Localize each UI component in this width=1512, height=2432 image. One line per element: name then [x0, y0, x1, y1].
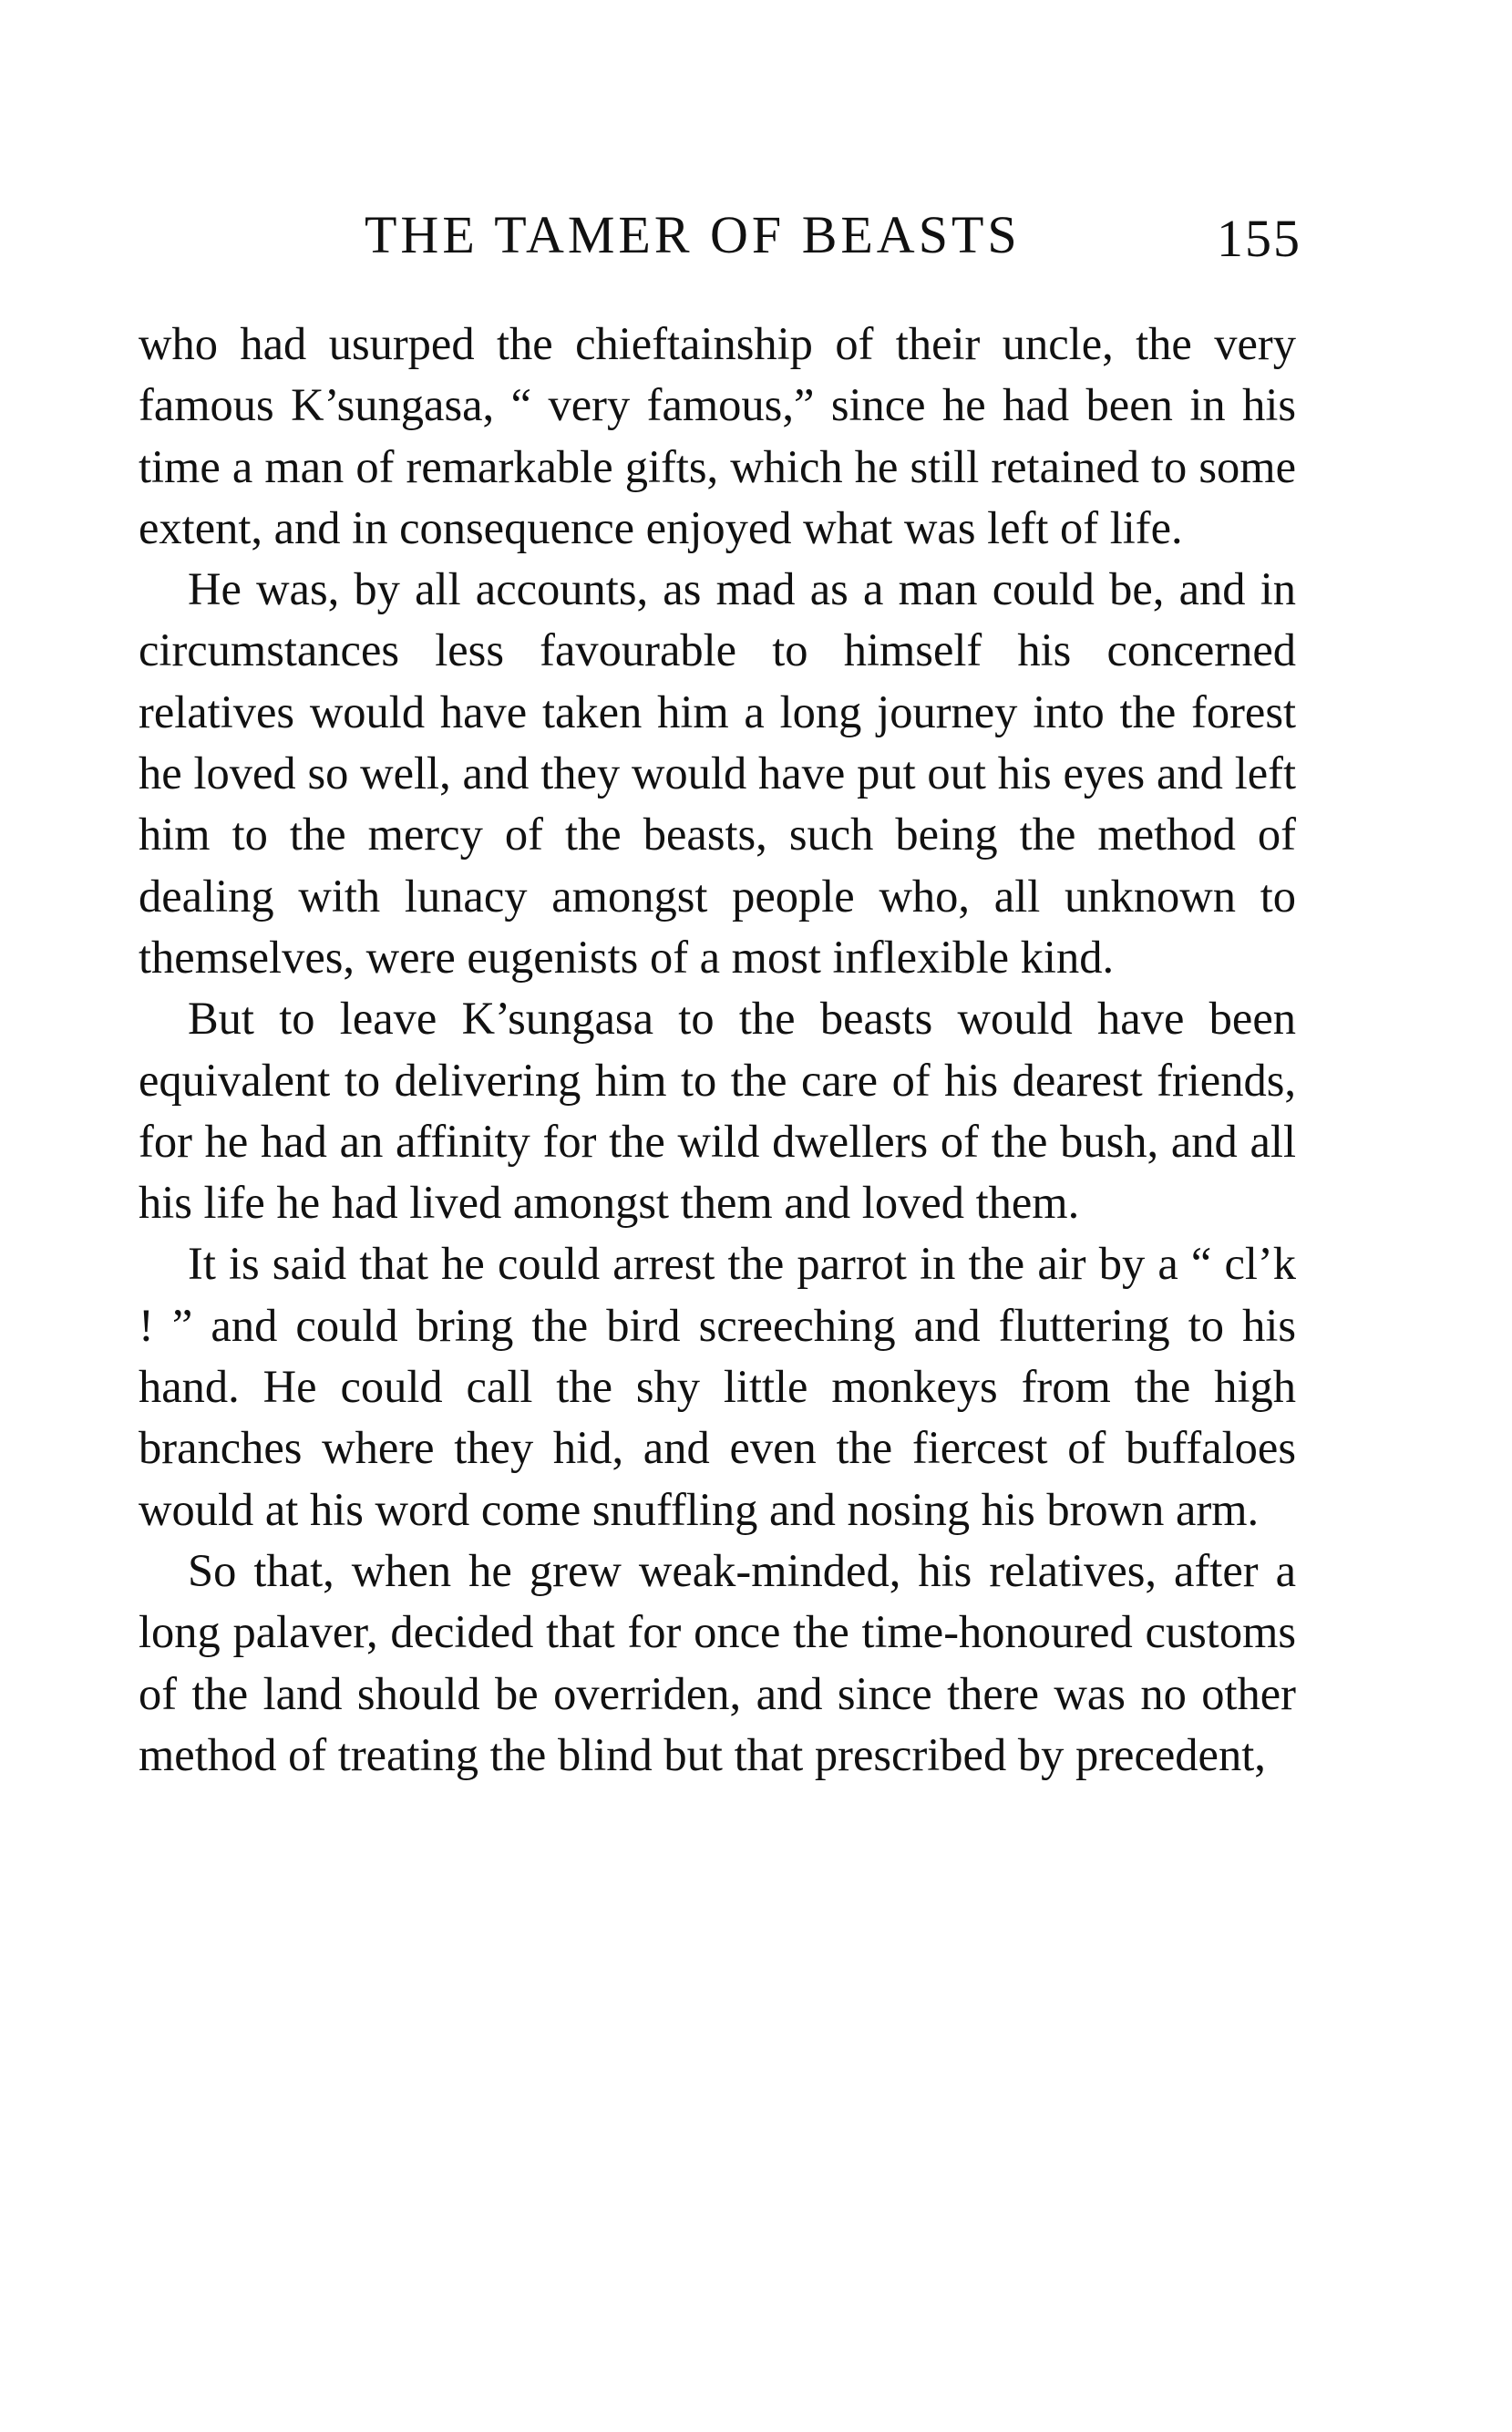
running-head [137, 199, 1303, 272]
page-number: 155 [1217, 209, 1301, 268]
paragraph: He was, by all accounts, as mad as a man could be, and in circumstances less favourable to himself his concerned relatives would have taken him a long journey into the forest he loved so well, and they would have put out his eyes and left him to the mercy of the beasts, such being the method of dealing with lunacy amongst people who, all unknown to themselves, were eugenists of a most inflexible kind. [139, 563, 1296, 983]
running-title: THE TAMER OF BEASTS [365, 205, 1021, 264]
paragraph: It is said that he could arrest the parrot in the air by a “ cl’k ! ” and could bring the bird screeching and fluttering to his hand. He could call the shy little monkeys from the high branches where they hid, and even the fiercest of buffaloes would at his word come snuffling and nosing his brown arm. [139, 1238, 1296, 1535]
paragraph: who had usurped the chieftainship of their uncle, the very famous K’sungasa, “ very famous,” since he had been in his time a man of remarkable gifts, which he still retained to some extent, and in consequence enjoyed what was left of life. [139, 318, 1296, 553]
paragraph: But to leave K’sungasa to the beasts would have been equivalent to delivering him to the care of his dearest friends, for he had an affinity for the wild dwellers of the bush, and all his life he had lived amongst them and loved them. [139, 993, 1296, 1229]
paragraph: So that, when he grew weak-minded, his relatives, after a long palaver, decided that for once the time-honoured customs of the land should be overriden, and since there was no other method of treating the blind but that prescribed by precedent, [139, 1544, 1296, 1780]
body-text [139, 314, 1296, 1786]
